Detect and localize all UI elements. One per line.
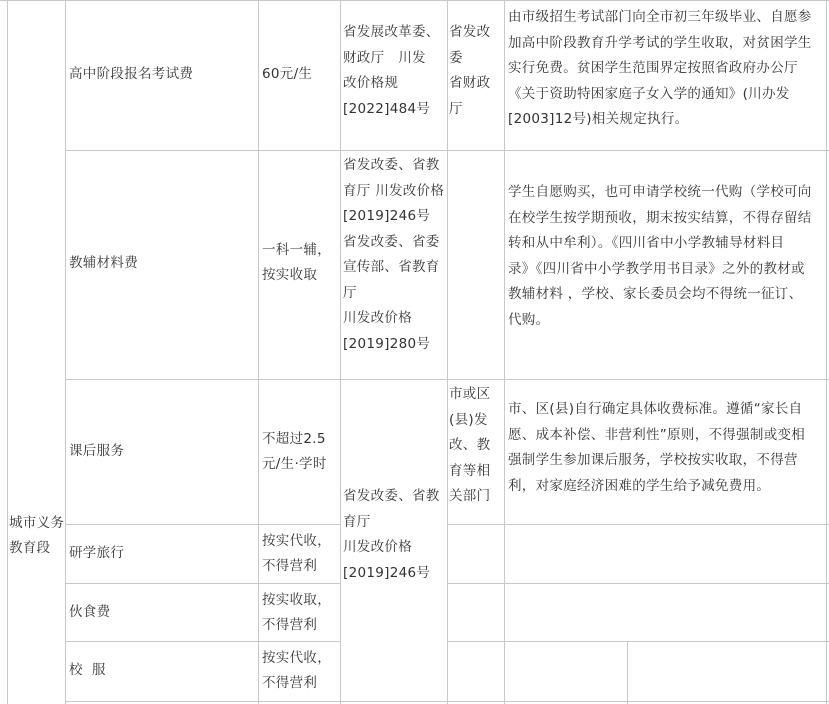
item-cell: 校 服	[69, 662, 106, 679]
column-line	[627, 641, 628, 704]
item-cell: 研学旅行	[69, 545, 125, 562]
standard-cell: 按实代收， 不得营利	[262, 649, 331, 691]
note-cell: 由市级招生考试部门向全市初三年级毕业、自愿参 加高中阶段教育升学考试的学生收取，对贫困学生 实行免费。贫困学生范围界定按照省政府办公厅 《关于资助特困家庭子女入学的通知》(川办发 [2003]12号)相关规定执行。	[508, 9, 812, 127]
standard-cell: 一科一辅， 按实收取	[262, 241, 331, 283]
authority-cell: 省发改 委 省财政 厅	[449, 24, 491, 117]
note-cell: 市、区(县)自行确定具体收费标准。遵循“家长自 愿、成本补偿、非营利性”原则，不得强制或变相 强制学生参加课后服务，学校按实收取，不得营 利，对家庭经济困难的学生给予减免费用。	[508, 401, 806, 494]
item-cell: 高中阶段报名考试费	[69, 66, 194, 83]
standard-cell: 不超过2.5 元/生·学时	[262, 430, 327, 472]
authority-cell	[449, 153, 504, 378]
column-line	[65, 0, 66, 704]
segment-label: 城市义务 教育段	[9, 514, 65, 556]
item-cell: 教辅材料费	[69, 255, 138, 272]
row-line	[65, 641, 340, 642]
standard-cell: 按实收取， 不得营利	[262, 591, 331, 633]
column-line	[7, 0, 8, 704]
basis-cell: 省发展改革委、 财政厅 川发 改价格规 [2022]484号	[343, 24, 440, 117]
basis-cell: 省发改委、省教 育厅 川发改价格 [2019]246号 省发改委、省委 宣传部、省教育 厅 川发改价格 [2019]280号	[343, 157, 445, 352]
standard-cell: 按实代收， 不得营利	[262, 532, 331, 574]
row-line	[65, 524, 340, 525]
item-cell: 伙食费	[69, 604, 111, 621]
row-line	[65, 583, 340, 584]
standard-cell: 60元/生	[262, 66, 313, 83]
shared-basis-cell: 省发改委、省教 育厅 川发改价格 [2019]246号	[343, 488, 440, 581]
authority-cell: 市或区 (县)发 改、教 育等相 关部门	[449, 386, 491, 504]
item-cell: 课后服务	[69, 443, 125, 460]
column-line	[504, 0, 505, 704]
column-line	[258, 0, 259, 704]
row-line	[0, 0, 829, 1]
column-line	[340, 0, 341, 704]
column-line	[447, 0, 448, 704]
note-cell: 学生自愿购买，也可申请学校统一代购（学校可向 在校学生按学期预收，期末按实结算，不得存留结 转和从中牟利）。《四川省中小学教辅导材料目 录》《四川省中小学教学用书目录》之外的教材或 教辅材料 ，学校、家长委员会均不得统一征订、 代购。	[508, 184, 812, 328]
